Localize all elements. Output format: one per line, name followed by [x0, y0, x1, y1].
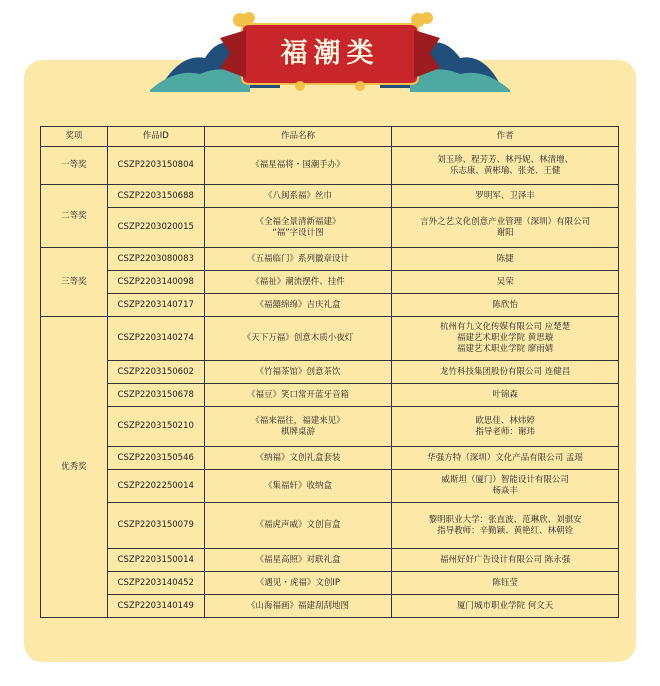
author-line: 刘玉珍、程芳芳、林丹妮、林清增、 — [437, 154, 574, 165]
table-row — [41, 447, 619, 470]
cloud-icon — [243, 12, 255, 24]
author-cell — [392, 185, 619, 208]
work-name-cell — [204, 447, 392, 470]
work-id-cell: CSZP2203020015 — [107, 208, 204, 248]
work-name-line: 《纳福》文创礼盒套装 — [255, 452, 341, 463]
table-row — [41, 185, 619, 208]
work-id-cell: CSZP2203150546 — [107, 447, 204, 470]
work-id-cell: CSZP2203150688 — [107, 185, 204, 208]
work-name-line: 《福虎声威》文创盲盒 — [255, 520, 341, 530]
author-cell — [392, 248, 619, 271]
work-id-cell: CSZP2202250014 — [107, 470, 204, 503]
work-id-cell: CSZP2203140274 — [107, 317, 204, 361]
work-name-cell — [204, 208, 392, 248]
table-row — [41, 572, 619, 595]
author-line: 罗明军、卫泽丰 — [475, 190, 535, 201]
work-name-line: 《福豆》笑口常开蓝牙音箱 — [246, 389, 349, 400]
work-name-line: 《五福临门》系列徽章设计 — [246, 253, 349, 264]
work-name-line: 《福囍绵绵》吉庆礼盒 — [255, 299, 341, 310]
table-row — [41, 271, 619, 294]
work-name-line: 《集福轩》收纳盒 — [263, 480, 332, 491]
work-name-cell — [204, 317, 392, 361]
work-name-cell — [204, 470, 392, 503]
author-line: 杭州有九文化传媒有限公司 应楚楚 — [440, 322, 571, 332]
work-id-cell: CSZP2203140098 — [107, 271, 204, 294]
table-row — [41, 147, 619, 185]
work-name-cell — [204, 185, 392, 208]
author-line: 吴荣 — [496, 276, 514, 287]
author-line: 黎明职业大学：张直波、范琳欣、刘骐安 — [428, 514, 582, 525]
header-award: 奖项 — [41, 127, 108, 147]
work-name-cell — [204, 549, 392, 572]
author-line: 福建艺术职业学院 廖雨婧 — [457, 344, 554, 354]
header-id: 作品ID — [107, 127, 204, 147]
author-cell — [392, 317, 619, 361]
author-cell — [392, 361, 619, 384]
work-id-cell: CSZP2203150804 — [107, 147, 204, 185]
table-row — [41, 248, 619, 271]
author-line: 威斯坦（厦门）智能设计有限公司 — [441, 475, 569, 485]
work-name-line: “福”字设计图 — [272, 227, 324, 238]
award-cell: 一等奖 — [41, 147, 108, 185]
author-cell — [392, 595, 619, 618]
work-name-line: 《八闽系福》丝巾 — [263, 190, 332, 201]
table-row — [41, 407, 619, 447]
work-name-line: 《全福全景清新福建》 — [255, 216, 341, 227]
author-line: 福建艺术职业学院 黄思璇 — [457, 333, 554, 343]
table-row — [41, 384, 619, 407]
table-row — [41, 208, 619, 248]
award-cell: 优秀奖 — [41, 317, 108, 618]
work-id-cell: CSZP2203140717 — [107, 294, 204, 317]
table-row — [41, 294, 619, 317]
author-cell — [392, 271, 619, 294]
author-line: 华强方特（深圳）文化产品有限公司 孟瑶 — [427, 452, 583, 463]
cloud-icon — [355, 81, 365, 91]
work-name-line: 《福星福将・国潮手办》 — [251, 160, 345, 170]
author-line: 陈钰莹 — [492, 577, 518, 588]
header-name: 作品名称 — [204, 127, 392, 147]
work-name-cell — [204, 572, 392, 595]
author-cell — [392, 549, 619, 572]
work-name-line: 《遇见・虎福》文创IP — [255, 577, 341, 588]
author-line: 言外之艺文化创意产业管理（深圳）有限公司 — [420, 216, 591, 227]
work-name-line: 《竹福茶馆》创意茶饮 — [255, 366, 341, 377]
work-id-cell: CSZP2203080083 — [107, 248, 204, 271]
author-line: 指导老师：谢玮 — [475, 426, 535, 437]
work-name-line: 《福星高照》对联礼盒 — [255, 554, 341, 565]
author-cell — [392, 447, 619, 470]
work-name-cell — [204, 595, 392, 618]
work-name-cell — [204, 384, 392, 407]
author-line: 谢阳 — [496, 227, 514, 238]
work-id-cell: CSZP2203150210 — [107, 407, 204, 447]
work-name-cell — [204, 271, 392, 294]
work-name-line: 《山海福画》福建刮刮地图 — [246, 600, 349, 611]
work-name-cell — [204, 503, 392, 549]
table-row — [41, 361, 619, 384]
author-line: 欧思佳、林炜婷 — [475, 415, 535, 426]
author-line: 乐志康、黄彬瑜、张尧、王健 — [449, 165, 561, 176]
author-cell — [392, 470, 619, 503]
table-header-row — [41, 127, 619, 147]
author-cell — [392, 147, 619, 185]
work-id-cell: CSZP2203140452 — [107, 572, 204, 595]
cloud-icon — [421, 12, 433, 24]
author-cell — [392, 572, 619, 595]
work-id-cell: CSZP2203150014 — [107, 549, 204, 572]
author-cell — [392, 294, 619, 317]
work-id-cell: CSZP2203150079 — [107, 503, 204, 549]
work-name-cell — [204, 248, 392, 271]
author-line: 叶锦森 — [492, 389, 518, 400]
work-name-cell — [204, 407, 392, 447]
author-line: 厦门城市职业学院 何文天 — [457, 600, 554, 611]
author-line: 指导教师：辛勤颖、黄艳红、林朝铨 — [437, 525, 574, 536]
cloud-icon — [295, 81, 305, 91]
table-row — [41, 317, 619, 361]
work-name-line: 《天下万福》创意木质小夜灯 — [242, 333, 354, 343]
table-row — [41, 549, 619, 572]
author-line: 杨焱丰 — [492, 486, 518, 496]
work-name-line: 《福祉》潮流摆件、挂件 — [251, 276, 345, 287]
author-cell — [392, 503, 619, 549]
award-table — [40, 126, 619, 618]
work-id-cell: CSZP2203150678 — [107, 384, 204, 407]
work-name-cell — [204, 294, 392, 317]
table-row — [41, 595, 619, 618]
work-name-cell — [204, 147, 392, 185]
author-line: 福州好好广告设计有限公司 陈永强 — [440, 554, 571, 565]
header-author: 作者 — [392, 127, 619, 147]
award-cell: 三等奖 — [41, 248, 108, 317]
author-cell — [392, 208, 619, 248]
work-id-cell: CSZP2203140149 — [107, 595, 204, 618]
work-name-line: 《福来福往，福建来见》 — [251, 415, 345, 426]
table-row — [41, 470, 619, 503]
work-name-cell — [204, 361, 392, 384]
work-id-cell: CSZP2203150602 — [107, 361, 204, 384]
author-cell — [392, 384, 619, 407]
author-line: 陈捷 — [496, 253, 514, 264]
award-cell: 二等奖 — [41, 185, 108, 248]
author-line: 龙竹科技集团股份有限公司 连健昌 — [440, 366, 571, 377]
page-title: 福潮类 — [280, 38, 380, 69]
author-cell — [392, 407, 619, 447]
table-row — [41, 503, 619, 549]
work-name-line: 棋牌桌游 — [280, 426, 315, 437]
author-line: 陈欣怡 — [492, 299, 518, 310]
